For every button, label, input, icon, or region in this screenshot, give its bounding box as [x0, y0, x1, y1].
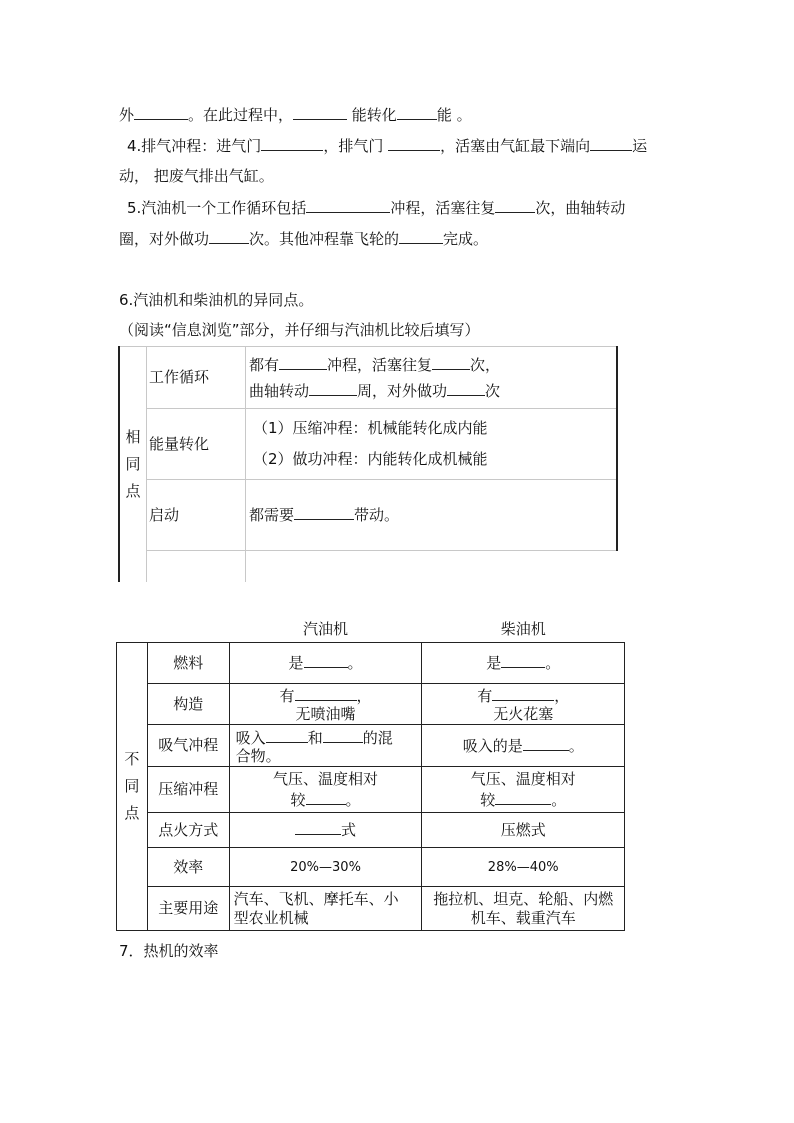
row-label-energy-conversion: 能量转化 [147, 409, 246, 480]
same-side-label [119, 347, 147, 582]
row-label-start: 启动 [147, 480, 246, 551]
text: 。在此过程中， [188, 106, 294, 124]
side-char: 点 [124, 804, 140, 822]
diesel-structure-cell [422, 684, 625, 725]
gas-ignition-cell [229, 813, 422, 848]
paragraph-exhaust-stroke [127, 135, 647, 156]
header-blank [117, 617, 148, 643]
text: 次， [470, 355, 501, 374]
text: 型农业机械 [233, 908, 309, 927]
fill-blank[interactable] [399, 228, 443, 244]
text: 冲程，活塞往复 [390, 199, 496, 217]
fill-blank[interactable] [323, 727, 363, 743]
text: 。 [568, 736, 584, 755]
fill-blank[interactable] [306, 789, 346, 805]
text: 机车、载重汽车 [470, 908, 576, 927]
row-label-ignition-method: 点火方式 [147, 813, 229, 848]
header-gasoline-engine: 汽油机 [229, 617, 422, 643]
text: 和 [307, 728, 323, 747]
text: 。 [545, 654, 561, 672]
fill-blank[interactable] [261, 135, 323, 151]
question-7-title: 7．热机的效率 [119, 942, 219, 960]
side-char: 相 [125, 427, 141, 446]
text: 是 [288, 654, 304, 672]
text: 合物。 [235, 746, 281, 765]
row-label-compression-stroke: 压缩冲程 [147, 767, 229, 813]
row-label-work-cycle: 工作循环 [147, 347, 246, 409]
fill-blank[interactable] [293, 104, 347, 120]
side-char: 同 [125, 454, 141, 473]
text: （2）做功冲程：内能转化成机械能 [253, 450, 488, 468]
text: 有 [477, 687, 493, 705]
row-label-main-uses: 主要用途 [147, 887, 229, 931]
text: 较 [290, 790, 306, 809]
side-char: 同 [124, 777, 140, 795]
diesel-intake-cell [422, 725, 625, 767]
text: 的混 [362, 728, 393, 747]
text: 无火花塞 [493, 705, 554, 723]
gas-uses-cell [229, 887, 422, 931]
side-char: 点 [125, 481, 141, 500]
diesel-compression-cell [422, 767, 625, 813]
text: 都有 [249, 355, 280, 374]
text: 次 [485, 381, 501, 400]
header-diesel-engine: 柴油机 [422, 617, 625, 643]
fill-blank[interactable] [432, 354, 470, 370]
text: 。 [347, 654, 363, 672]
text: ， [554, 687, 570, 705]
text: 运 [632, 137, 648, 155]
text: 周，对外做功 [357, 381, 448, 400]
fill-blank[interactable] [523, 735, 569, 751]
text: 外 [119, 106, 135, 124]
fill-blank[interactable] [134, 104, 188, 120]
text: 气压、温度相对 [470, 769, 576, 788]
diesel-fuel-cell [422, 643, 625, 684]
text: 是 [486, 654, 502, 672]
empty-cell [246, 551, 618, 582]
text: 吸入 [235, 728, 266, 747]
diesel-efficiency-cell: 28%—40% [422, 848, 625, 887]
differences-table [116, 617, 625, 931]
gas-intake-cell [229, 725, 422, 767]
fill-blank[interactable] [590, 135, 632, 151]
text: 曲轴转动 [249, 381, 310, 400]
fill-blank[interactable] [492, 685, 554, 701]
paragraph-work-cycle-cont [119, 228, 488, 249]
empty-cell [147, 551, 246, 582]
fill-blank[interactable] [495, 789, 551, 805]
text: 式 [341, 821, 357, 839]
question-6-title: 6.汽油机和柴油机的异同点。 [119, 291, 314, 309]
text: 能转化 [347, 106, 397, 124]
gas-structure-cell [229, 684, 422, 725]
text: 完成。 [443, 230, 489, 248]
gas-efficiency-cell: 20%—30% [229, 848, 422, 887]
text: ，排气门 [323, 137, 389, 155]
text: 吸入的是 [462, 736, 523, 755]
fill-blank[interactable] [447, 380, 485, 396]
fill-blank[interactable] [295, 819, 341, 835]
text: 拖拉机、坦克、轮船、内燃 [433, 889, 614, 908]
side-char: 不 [124, 750, 140, 768]
text: ，活塞由气缸最下端向 [440, 137, 591, 155]
text: 较 [480, 790, 496, 809]
text: 。 [345, 790, 361, 809]
text: 次。其他冲程靠飞轮的 [249, 230, 400, 248]
diesel-uses-cell [422, 887, 625, 931]
row-label-fuel: 燃料 [147, 643, 229, 684]
paragraph-work-cycle [127, 197, 625, 218]
text: 。 [551, 790, 567, 809]
text: 次，曲轴转动 [535, 199, 626, 217]
text: 汽车、飞机、摩托车、小 [233, 889, 399, 908]
fill-blank[interactable] [388, 135, 440, 151]
fill-blank[interactable] [501, 652, 545, 668]
text: 有 [279, 687, 295, 705]
paragraph-line-3 [119, 104, 472, 125]
fill-blank[interactable] [266, 727, 308, 743]
text: 能 。 [436, 106, 472, 124]
row-label-structure: 构造 [147, 684, 229, 725]
text: 都需要 [249, 506, 295, 524]
fill-blank[interactable] [295, 685, 357, 701]
question-6-note: （阅读“信息浏览”部分，并仔细与汽油机比较后填写） [119, 321, 480, 339]
text: 气压、温度相对 [273, 769, 379, 788]
gas-compression-cell [229, 767, 422, 813]
fill-blank[interactable] [397, 104, 437, 120]
text: 冲程，活塞往复 [327, 355, 433, 374]
work-cycle-cell [246, 347, 618, 409]
text: 5.汽油机一个工作循环包括 [127, 199, 307, 217]
energy-conversion-cell [246, 409, 618, 480]
similarities-table [118, 346, 618, 582]
text: （1）压缩冲程：机械能转化成内能 [253, 419, 488, 437]
text: 圈，对外做功 [119, 230, 210, 248]
fill-blank[interactable] [304, 652, 348, 668]
fill-blank[interactable] [279, 354, 327, 370]
gas-fuel-cell [229, 643, 422, 684]
text: 4.排气冲程：进气门 [127, 137, 262, 155]
paragraph-exhaust-stroke-cont: 动， 把废气排出气缸。 [119, 167, 274, 185]
text: ， [356, 687, 372, 705]
text: 无喷油嘴 [295, 705, 356, 723]
diff-side-label [117, 643, 148, 931]
fill-blank[interactable] [209, 228, 249, 244]
row-label-efficiency: 效率 [147, 848, 229, 887]
fill-blank[interactable] [294, 504, 354, 520]
fill-blank[interactable] [309, 380, 357, 396]
diesel-ignition-cell: 压燃式 [422, 813, 625, 848]
row-label-intake-stroke: 吸气冲程 [147, 725, 229, 767]
text: 带动。 [354, 506, 400, 524]
fill-blank[interactable] [306, 197, 390, 213]
start-cell [246, 480, 618, 551]
header-blank [147, 617, 229, 643]
fill-blank[interactable] [495, 197, 535, 213]
